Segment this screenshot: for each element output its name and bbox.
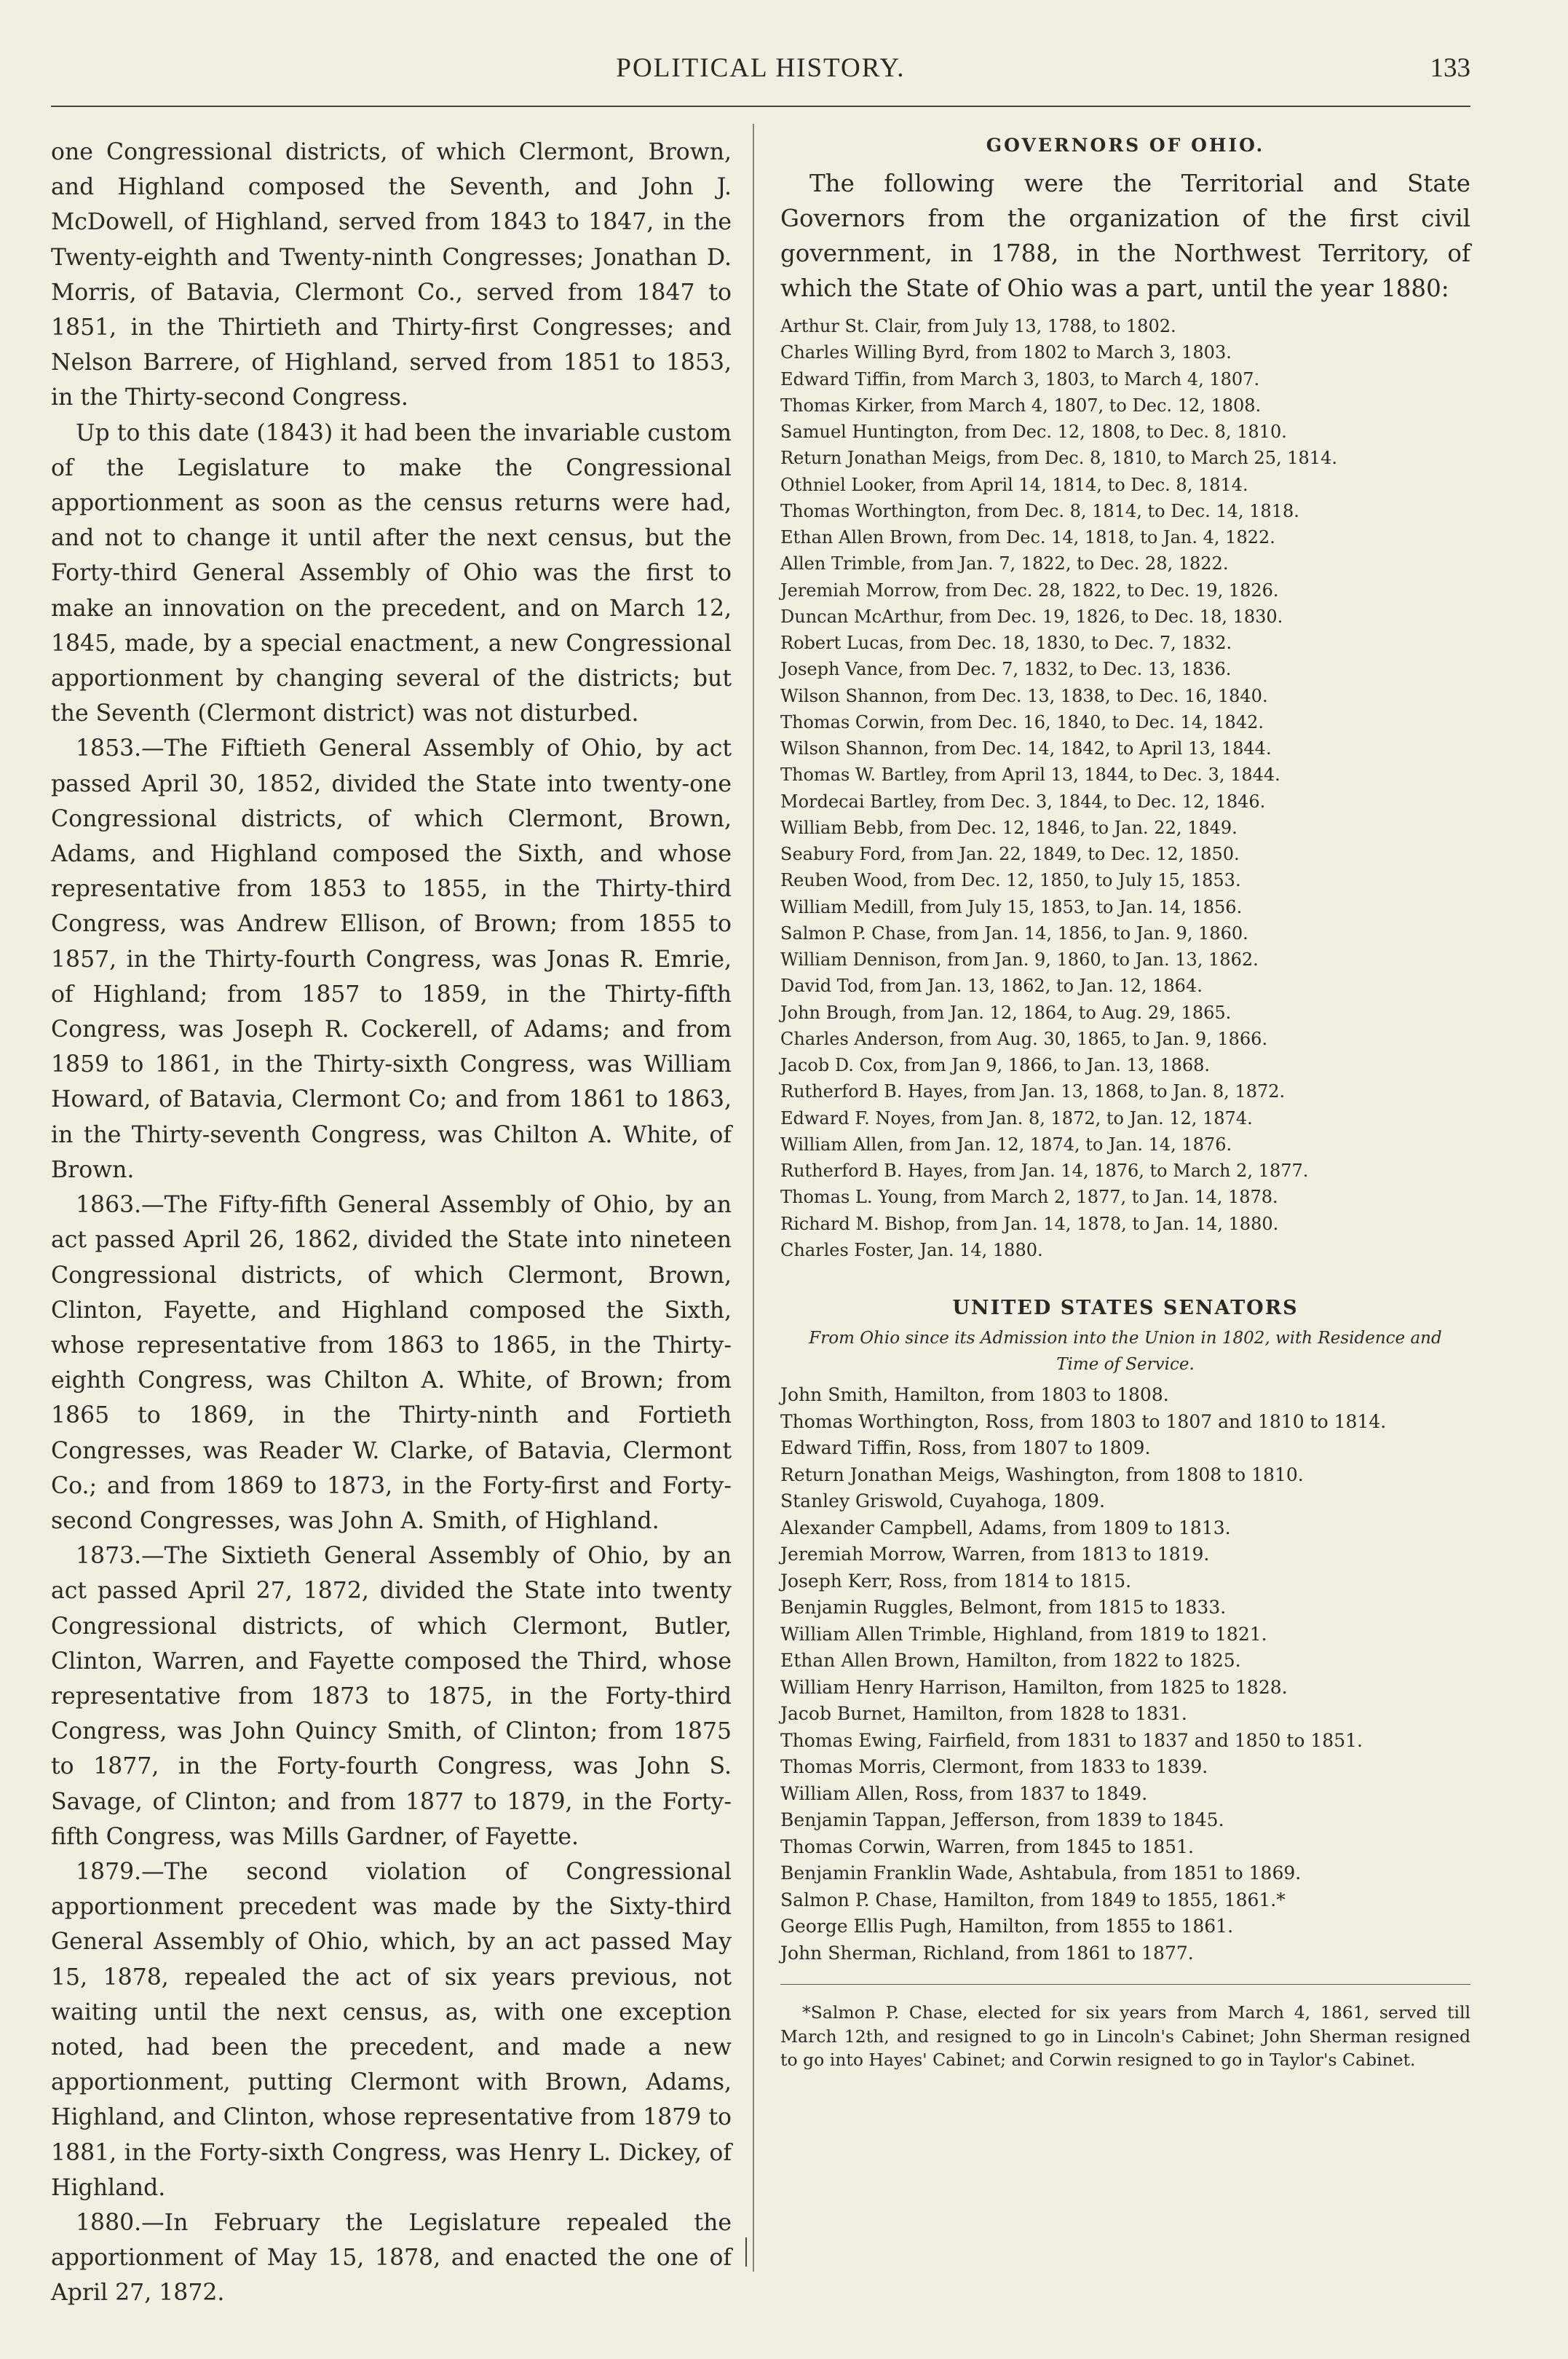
list-item: Rutherford B. Hayes, from Jan. 13, 1868, to Jan. 8, 1872. [780, 1081, 1286, 1102]
governors-heading: GOVERNORS OF OHIO. [986, 135, 1265, 156]
list-item: Jeremiah Morrow, from Dec. 28, 1822, to Dec. 19, 1826. [780, 580, 1279, 601]
list-item: Robert Lucas, from Dec. 18, 1830, to Dec. 7, 1832. [780, 633, 1232, 653]
list-item: Charles Foster, Jan. 14, 1880. [780, 1239, 1043, 1260]
list-item: Benjamin Ruggles, Belmont, from 1815 to 1833. [780, 1597, 1227, 1618]
list-item: Duncan McArthur, from Dec. 19, 1826, to Dec. 18, 1830. [780, 606, 1283, 627]
list-item: Seabury Ford, from Jan. 22, 1849, to Dec. 12, 1850. [780, 844, 1240, 864]
list-item: William Henry Harrison, Hamilton, from 1825 to 1828. [780, 1676, 1288, 1698]
list-item: Samuel Huntington, from Dec. 12, 1808, to Dec. 8, 1810. [780, 422, 1287, 442]
list-item: Thomas Corwin, from Dec. 16, 1840, to Dec. 14, 1842. [780, 711, 1264, 732]
list-item: John Brough, from Jan. 12, 1864, to Aug. 29, 1865. [780, 1002, 1232, 1023]
running-head: POLITICAL HISTORY. [616, 53, 906, 83]
list-item: Thomas L. Young, from March 2, 1877, to Jan. 14, 1878. [780, 1187, 1278, 1208]
list-item: Thomas Worthington, from Dec. 8, 1814, to Dec. 14, 1818. [780, 500, 1299, 521]
right-column [780, 135, 1470, 2072]
list-item: Joseph Kerr, Ross, from 1814 to 1815. [780, 1570, 1132, 1592]
list-item: Richard M. Bishop, from Jan. 14, 1878, to Jan. 14, 1880. [780, 1213, 1279, 1234]
list-item: William Bebb, from Dec. 12, 1846, to Jan. 22, 1849. [780, 817, 1238, 838]
senators-heading: UNITED STATES SENATORS [952, 1297, 1299, 1319]
list-item: Thomas Corwin, Warren, from 1845 to 1851. [780, 1836, 1194, 1857]
header-rule [51, 106, 1470, 107]
paragraph: 1880.—In February the Legislature repealed the apportionment of May 15, 1878, and enacted the one of April 27, 1872. [51, 2209, 732, 2307]
senators-list [780, 1382, 1470, 1967]
list-item: Rutherford B. Hayes, from Jan. 14, 1876, to March 2, 1877. [780, 1161, 1309, 1181]
list-item: Thomas W. Bartley, from April 13, 1844, to Dec. 3, 1844. [780, 764, 1280, 786]
list-item: Wilson Shannon, from Dec. 13, 1838, to Dec. 16, 1840. [780, 685, 1268, 706]
list-item: Benjamin Franklin Wade, Ashtabula, from 1851 to 1869. [780, 1862, 1302, 1884]
list-item: Jeremiah Morrow, Warren, from 1813 to 1819. [780, 1544, 1210, 1565]
paragraph: one Congressional districts, of which Clermont, Brown, and Highland composed the Seventh, and John J. McDowell, of Highland, served from 1843 to 1847, in the Twenty-eighth and Twenty-ninth Congresses; Jonathan D. Morris, of Batavia, Clermont Co., served from 1847 to 1851, in the Thirtieth and Thirty-first Congresses; and Nelson Barrere, of Highland, served from 1851 to 1853, in the Thirty-second Congress. [51, 139, 732, 411]
list-item: Jacob D. Cox, from Jan 9, 1866, to Jan. 13, 1868. [780, 1055, 1211, 1075]
list-item: Thomas Kirker, from March 4, 1807, to Dec. 12, 1808. [780, 395, 1262, 416]
list-item: Ethan Allen Brown, Hamilton, from 1822 to 1825. [780, 1650, 1241, 1671]
list-item: Edward Tiffin, Ross, from 1807 to 1809. [780, 1437, 1151, 1458]
paragraph: 1879.—The second violation of Congressional apportionment precedent was made by the Sixty-third General Assembly of Ohio, which, by an act passed May 15, 1878, repealed the act of six years previous, not waiting until the next census, as, with one exception noted, had been the precedent, and made a new apportionment, putting Clermont with Brown, Adams, Highland, and Clinton, whose representative from 1879 to 1881, in the Forty-sixth Congress, was Henry L. Dickey, of Highland. [51, 1858, 732, 2201]
list-item: Arthur St. Clair, from July 13, 1788, to 1802. [780, 316, 1176, 336]
list-item: Return Jonathan Meigs, from Dec. 8, 1810, to March 25, 1814. [780, 448, 1337, 469]
list-item: Salmon P. Chase, from Jan. 14, 1856, to Jan. 9, 1860. [780, 922, 1248, 944]
list-item: Jacob Burnet, Hamilton, from 1828 to 1831. [780, 1703, 1187, 1724]
governors-list [780, 313, 1470, 1263]
list-item: George Ellis Pugh, Hamilton, from 1855 to 1861. [780, 1916, 1234, 1937]
list-item: John Smith, Hamilton, from 1803 to 1808. [780, 1384, 1169, 1405]
list-item: Mordecai Bartley, from Dec. 3, 1844, to Dec. 12, 1846. [780, 791, 1266, 812]
paragraph: 1873.—The Sixtieth General Assembly of Ohio, by an act passed April 27, 1872, divided the State into twenty Congressional districts, of which Clermont, Butler, Clinton, Warren, and Fayette composed the Third, whose representative from 1873 to 1875, in the Forty-third Congress, was John Quincy Smith, of Clinton; from 1875 to 1877, in the Forty-fourth Congress, was John S. Savage, of Clinton; and from 1877 to 1879, in the Forty-fifth Congress, was Mills Gardner, of Fayette. [51, 1543, 732, 1850]
margin-mark [745, 2237, 747, 2267]
list-item: Wilson Shannon, from Dec. 14, 1842, to April 13, 1844. [780, 738, 1272, 759]
list-item: David Tod, from Jan. 13, 1862, to Jan. 12, 1864. [780, 976, 1203, 997]
list-item: Charles Anderson, from Aug. 30, 1865, to Jan. 9, 1866. [780, 1028, 1268, 1049]
list-item: Edward Tiffin, from March 3, 1803, to March 4, 1807. [780, 368, 1260, 390]
list-item: Allen Trimble, from Jan. 7, 1822, to Dec. 28, 1822. [780, 553, 1229, 574]
list-item: Benjamin Tappan, Jefferson, from 1839 to 1845. [780, 1809, 1224, 1830]
list-item: Othniel Looker, from April 14, 1814, to Dec. 8, 1814. [780, 474, 1248, 495]
list-item: Edward F. Noyes, from Jan. 8, 1872, to Jan. 12, 1874. [780, 1107, 1253, 1129]
list-item: Reuben Wood, from Dec. 12, 1850, to July 15, 1853. [780, 870, 1241, 891]
footnote-rule [780, 1984, 1470, 1985]
list-item: William Dennison, from Jan. 9, 1860, to Jan. 13, 1862. [780, 949, 1259, 970]
paragraph: 1863.—The Fifty-fifth General Assembly of Ohio, by an act passed April 26, 1862, divided the State into nineteen Congressional districts, of which Clermont, Brown, Clinton, Fayette, and Highland composed the Sixth, whose representative from 1863 to 1865, in the Thirty-eighth Congress, was Chilton A. White, of Brown; from 1865 to 1869, in the Thirty-ninth and Fortieth Congresses, was Reader W. Clarke, of Batavia, Clermont Co.; and from 1869 to 1873, in the Forty-first and Forty-second Congresses, was John A. Smith, of Highland. [51, 1192, 732, 1534]
list-item: Thomas Worthington, Ross, from 1803 to 1807 and 1810 to 1814. [780, 1410, 1387, 1432]
senators-subtitle: From Ohio since its Admission into the Union in 1802, with Residence and Time of Service. [809, 1329, 1442, 1374]
paragraph: Up to this date (1843) it had been the invariable custom of the Legislature to make the Congressional apportionment as soon as the census returns were had, and not to change it until after the next census, but the Forty-third General Assembly of Ohio was the first to make an innovation on the precedent, and on March 12, 1845, made, by a special enactment, a new Congressional apportionment by changing several of the districts; but the Seventh (Clermont district) was not disturbed. [51, 419, 732, 727]
list-item: Return Jonathan Meigs, Washington, from 1808 to 1810. [780, 1463, 1304, 1485]
list-item: Joseph Vance, from Dec. 7, 1832, to Dec. 13, 1836. [780, 659, 1232, 680]
list-item: Salmon P. Chase, Hamilton, from 1849 to 1855, 1861.* [780, 1889, 1286, 1910]
list-item: Stanley Griswold, Cuyahoga, 1809. [780, 1490, 1105, 1512]
list-item: William Allen, Ross, from 1837 to 1849. [780, 1782, 1148, 1804]
governors-intro: The following were the Territorial and State Governors from the organization of the first civil government, in 1788, in the Northwest Territory, of which the State of Ohio was a part, until the year 1880: [780, 170, 1470, 302]
list-item: William Allen, from Jan. 12, 1874, to Jan. 14, 1876. [780, 1134, 1232, 1155]
page-number: 133 [1430, 53, 1470, 83]
column-divider [753, 124, 754, 2272]
list-item: William Medill, from July 15, 1853, to Jan. 14, 1856. [780, 896, 1243, 917]
left-column [51, 135, 732, 2311]
list-item: Thomas Morris, Clermont, from 1833 to 1839. [780, 1756, 1208, 1777]
list-item: Ethan Allen Brown, from Dec. 14, 1818, to Jan. 4, 1822. [780, 527, 1275, 548]
list-item: John Sherman, Richland, from 1861 to 1877. [780, 1942, 1194, 1964]
list-item: William Allen Trimble, Highland, from 1819 to 1821. [780, 1623, 1267, 1645]
list-item: Thomas Ewing, Fairfield, from 1831 to 1837 and 1850 to 1851. [780, 1729, 1363, 1751]
page-header [51, 52, 1470, 96]
paragraph: 1853.—The Fiftieth General Assembly of Ohio, by act passed April 30, 1852, divided the State into twenty-one Congressional districts, of which Clermont, Brown, Adams, and Highland composed the Sixth, and whose representative from 1853 to 1855, in the Thirty-third Congress, was Andrew Ellison, of Brown; from 1855 to 1857, in the Thirty-fourth Congress, was Jonas R. Emrie, of Highland; from 1857 to 1859, in the Thirty-fifth Congress, was Joseph R. Cockerell, of Adams; and from 1859 to 1861, in the Thirty-sixth Congress, was William Howard, of Batavia, Clermont Co; and from 1861 to 1863, in the Thirty-seventh Congress, was Chilton A. White, of Brown. [51, 735, 732, 1183]
footnote: *Salmon P. Chase, elected for six years from March 4, 1861, served till March 12th, and resigned to go in Lincoln's Cabinet; John Sherman resigned to go into Hayes' Cabinet; and Corwin resigned to go in Taylor's Cabinet. [780, 2002, 1470, 2070]
list-item: Charles Willing Byrd, from 1802 to March 3, 1803. [780, 342, 1232, 363]
list-item: Alexander Campbell, Adams, from 1809 to 1813. [780, 1517, 1231, 1538]
